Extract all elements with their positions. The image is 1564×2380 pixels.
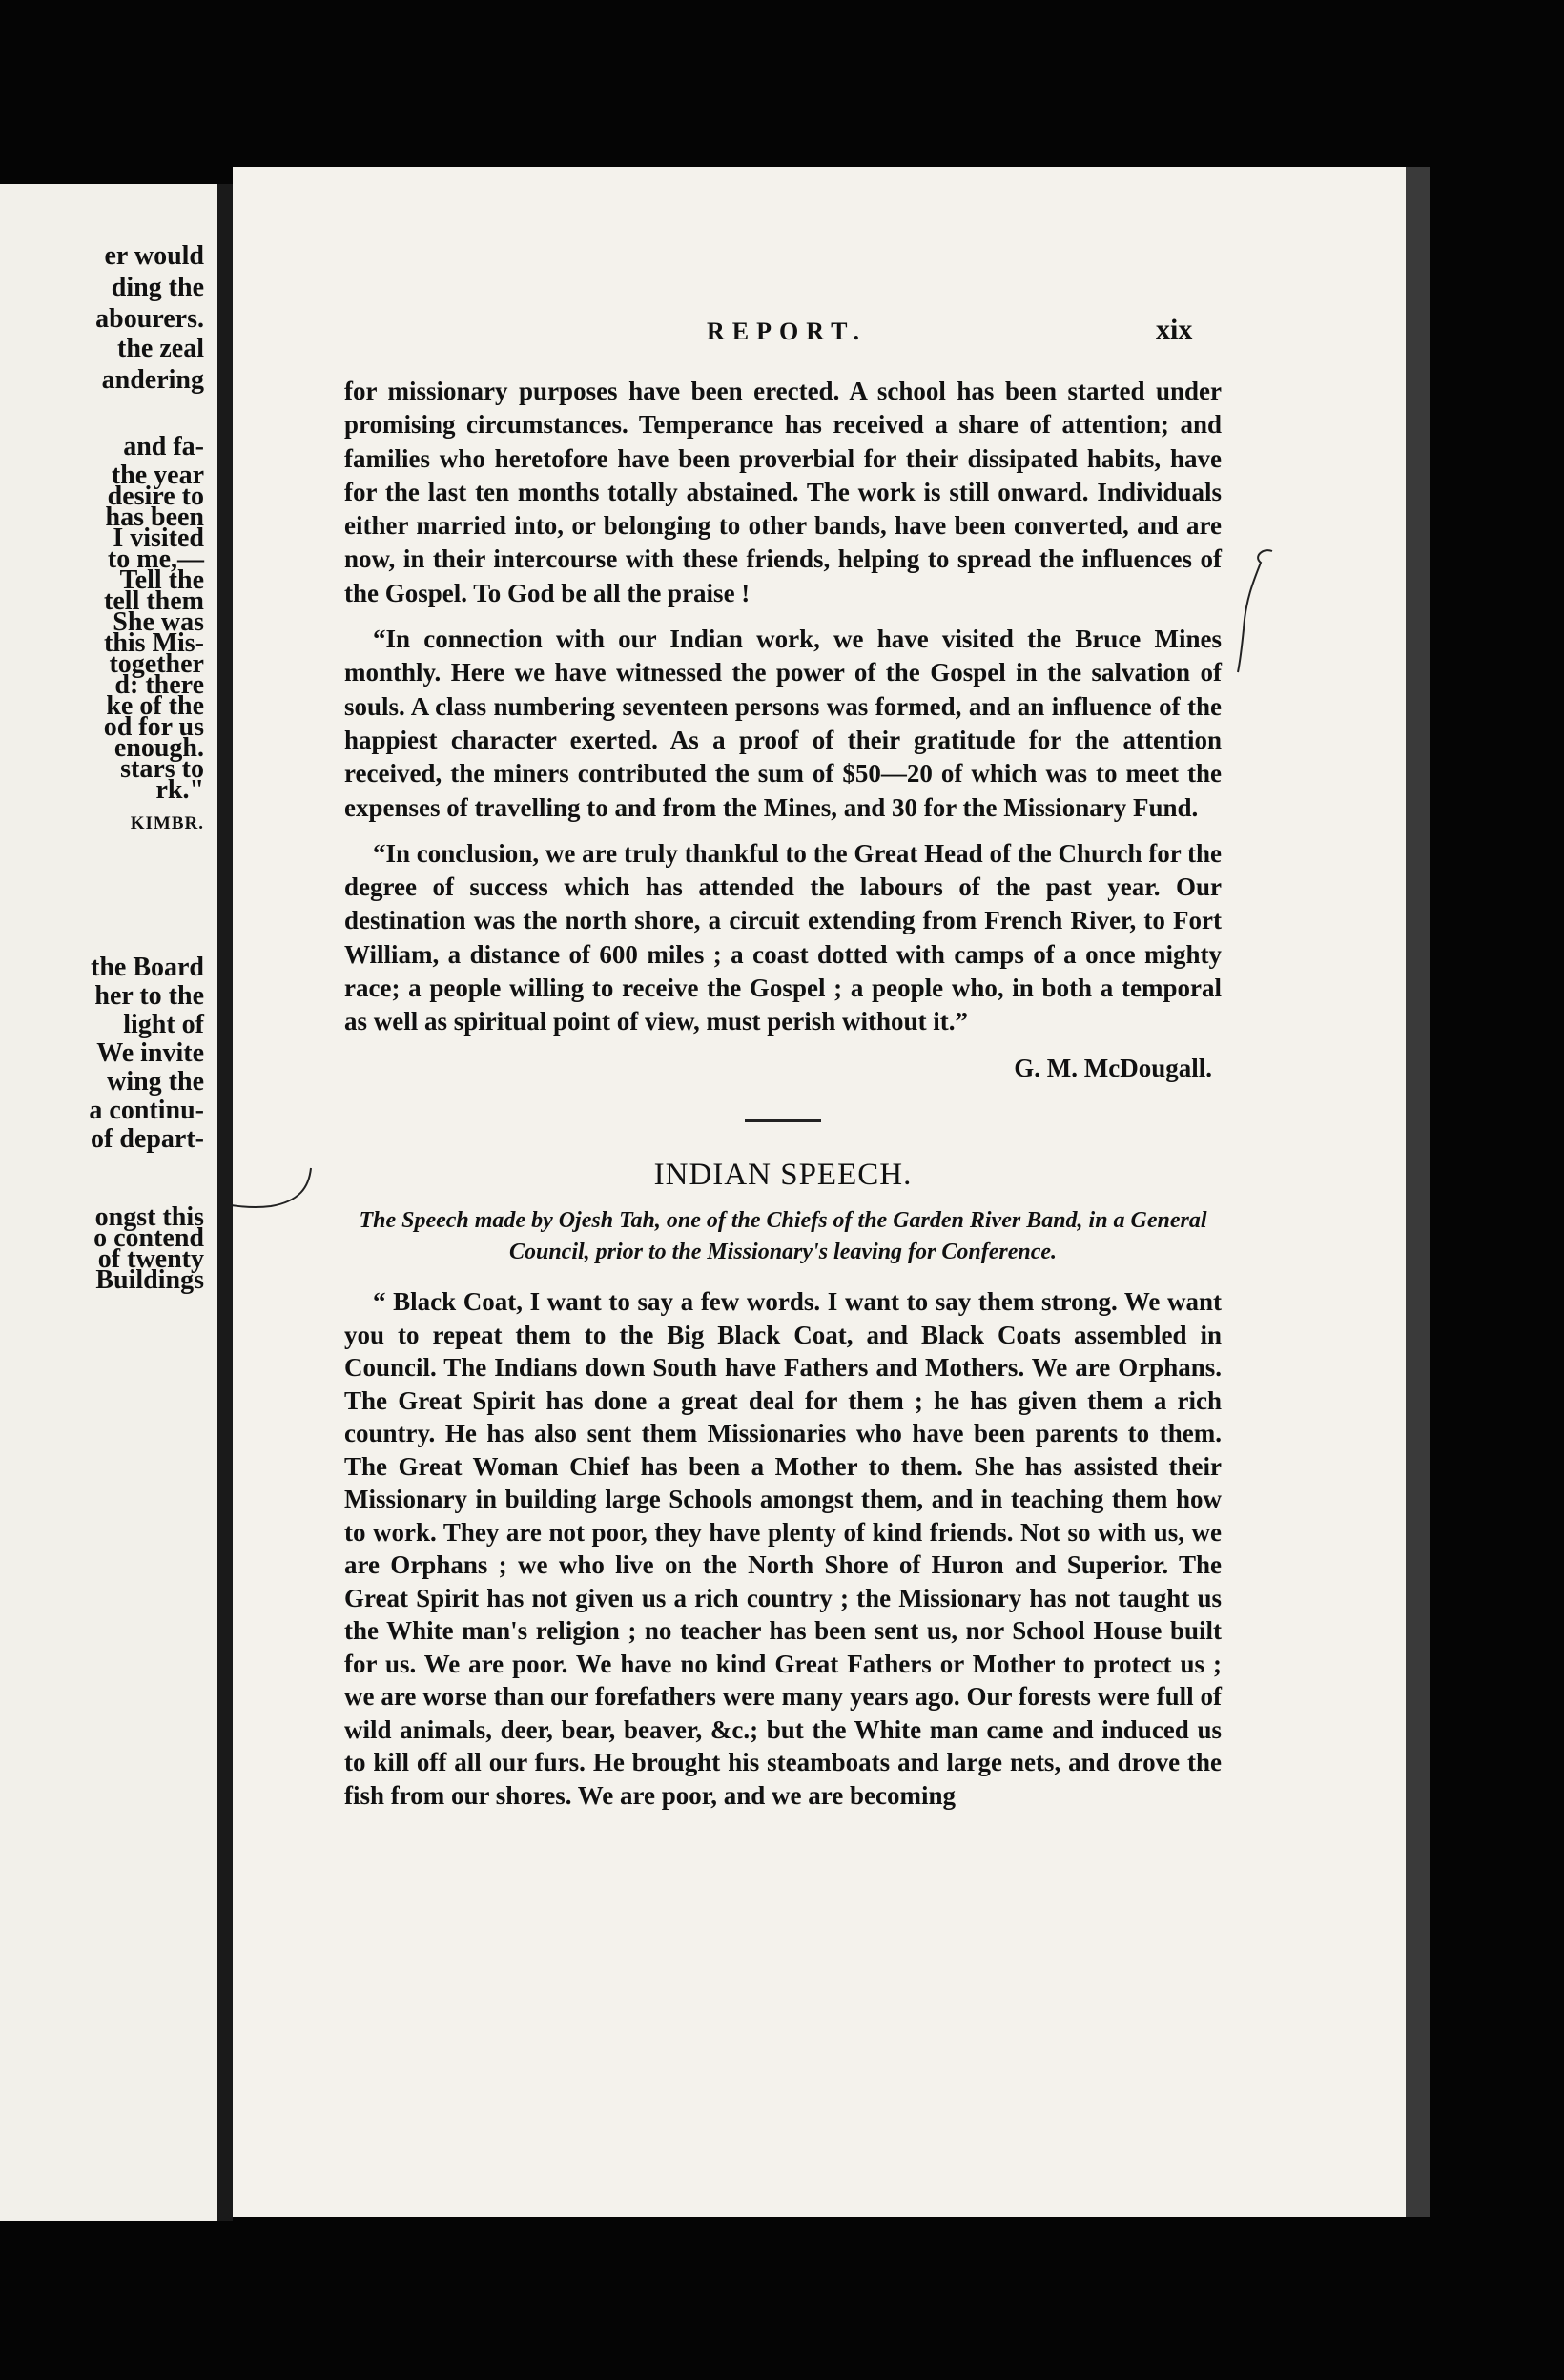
facing-page-fragment: Tell the [119, 565, 204, 595]
facing-page-fragment: KIMBR. [130, 813, 204, 833]
facing-page-fragment: desire to [107, 482, 204, 511]
facing-page-fragment: rk." [155, 775, 204, 805]
report-page [233, 167, 1406, 2217]
margin-bracket-mark [1224, 544, 1282, 677]
speech-subtitle: The Speech made by Ojesh Tah, one of the Chiefs of the Garden River Band, in a General Council, prior to the Missionary's leaving for Conference. [359, 1208, 1207, 1265]
facing-page-fragment: d: there [114, 670, 204, 700]
facing-page-fragment: the year [111, 461, 204, 490]
facing-page-fragment: abourers. [95, 304, 204, 334]
book-gutter [217, 184, 233, 2221]
facing-page-fragment: We invite [96, 1038, 204, 1068]
main-text-column [344, 375, 1222, 1824]
facing-page-fragment: her to the [94, 981, 204, 1011]
facing-page-fragment: together [109, 649, 204, 679]
facing-page-fragment: wing the [107, 1067, 204, 1097]
page-number: xix [1156, 314, 1193, 345]
signature-mcdougall: G. M. McDougall. [1014, 1053, 1212, 1082]
running-title: REPORT. [707, 318, 867, 345]
facing-page-fragment: of twenty [97, 1244, 204, 1274]
speech-heading: INDIAN SPEECH. [653, 1157, 913, 1192]
facing-page-fragment: this Mis- [104, 628, 204, 658]
facing-page-fragment: has been [105, 503, 204, 532]
facing-page-fragment: er would [104, 241, 204, 271]
page-edge-shadow [1406, 167, 1430, 2217]
facing-page-fragment: stars to [120, 754, 204, 784]
facing-page-left [0, 184, 217, 2221]
facing-page-fragment: ongst this [94, 1202, 204, 1232]
report-paragraph-3: “In conclusion, we are truly thankful to the Great Head of the Church for the degree of success which has attended the labours of the past year. Our destination was the north shore, a circuit extending from French River, to Fort William, a distance of 600 miles ; a coast dotted with camps of a once mighty race; a people willing to receive the Gospel ; a people who, in both a temporal as well as spiritual point of view, must perish without it.” [344, 838, 1222, 1036]
facing-page-fragment: light of [123, 1010, 204, 1039]
report-paragraph-1: for missionary purposes have been erected. A school has been started under promising circumstances. Temperance has received a share of attention; and families who heretofore have been proverbial for their dissipated habits, have for the last ten months totally abstained. The work is still onward. Individuals either married into, or belonging to other bands, have been converted, and are now, in their intercourse with these friends, helping to spread the influences of the Gospel. To God be all the praise ! [344, 377, 1222, 607]
facing-page-fragment: enough. [113, 733, 204, 763]
facing-page-fragment: o contend [93, 1223, 204, 1253]
facing-page-fragment: of depart- [91, 1124, 204, 1154]
facing-page-fragment: She was [113, 607, 204, 637]
report-paragraph-2: “In connection with our Indian work, we have visited the Bruce Mines monthly. Here we have witnessed the power of the Gospel in the salvation of souls. A class numbering seventeen persons was formed, and an influence of the happiest character exerted. As a proof of their gratitude for the attention received, the miners contributed the sum of $50—20 of which was to meet the expenses of travelling to and from the Mines, and 30 for the Missionary Fund. [344, 625, 1222, 822]
facing-page-fragment: ding the [111, 273, 204, 302]
facing-page-fragment: tell them [104, 586, 204, 616]
speech-body: “ Black Coat, I want to say a few words. I want to say them strong. We want you to repeat them to the Big Black Coat, and Black Coats assembled in Council. The Indians down South have Fathers and Mothers. We are Orphans. The Great Spirit has done a great deal for them ; he has given them a rich country. He has also sent them Missionaries who have been parents to them. The Great Woman Chief has been a Mother to them. She has assisted their Missionary in building large Schools amongst them, and in teaching them how to work. They are not poor, they have plenty of kind friends. Not so with us, we are Orphans ; we who live on the North Shore of Huron and Superior. The Great Spirit has not given us a rich country ; the Missionary has not taught us the White man's religion ; no teacher has been sent us, nor School House built for us. We are poor. We have no kind Great Fathers or Mother to protect us ; we are worse than our forefathers were many years ago. Our forests were full of wild animals, deer, bear, beaver, &c.; but the White man came and induced us to kill off all our furs. He brought his steamboats and large nets, and drove the fish from our shores. We are poor, and we are becoming [344, 1287, 1222, 1810]
facing-page-fragment: to me,— [107, 544, 204, 574]
facing-page-fragment: ke of the [106, 691, 204, 721]
page-header [233, 314, 1406, 356]
facing-page-fragment: Buildings [95, 1265, 204, 1295]
section-divider [745, 1119, 821, 1122]
facing-page-fragment: od for us [103, 712, 204, 742]
facing-page-fragment: andering [101, 365, 204, 395]
facing-page-fragment: and fa- [123, 432, 204, 462]
facing-page-fragment: the Board [91, 953, 204, 982]
facing-page-fragment: I visited [113, 523, 204, 553]
facing-page-fragment: a continu- [89, 1096, 204, 1125]
facing-page-fragment: the zeal [117, 334, 204, 363]
margin-curve-mark [233, 1159, 328, 1216]
